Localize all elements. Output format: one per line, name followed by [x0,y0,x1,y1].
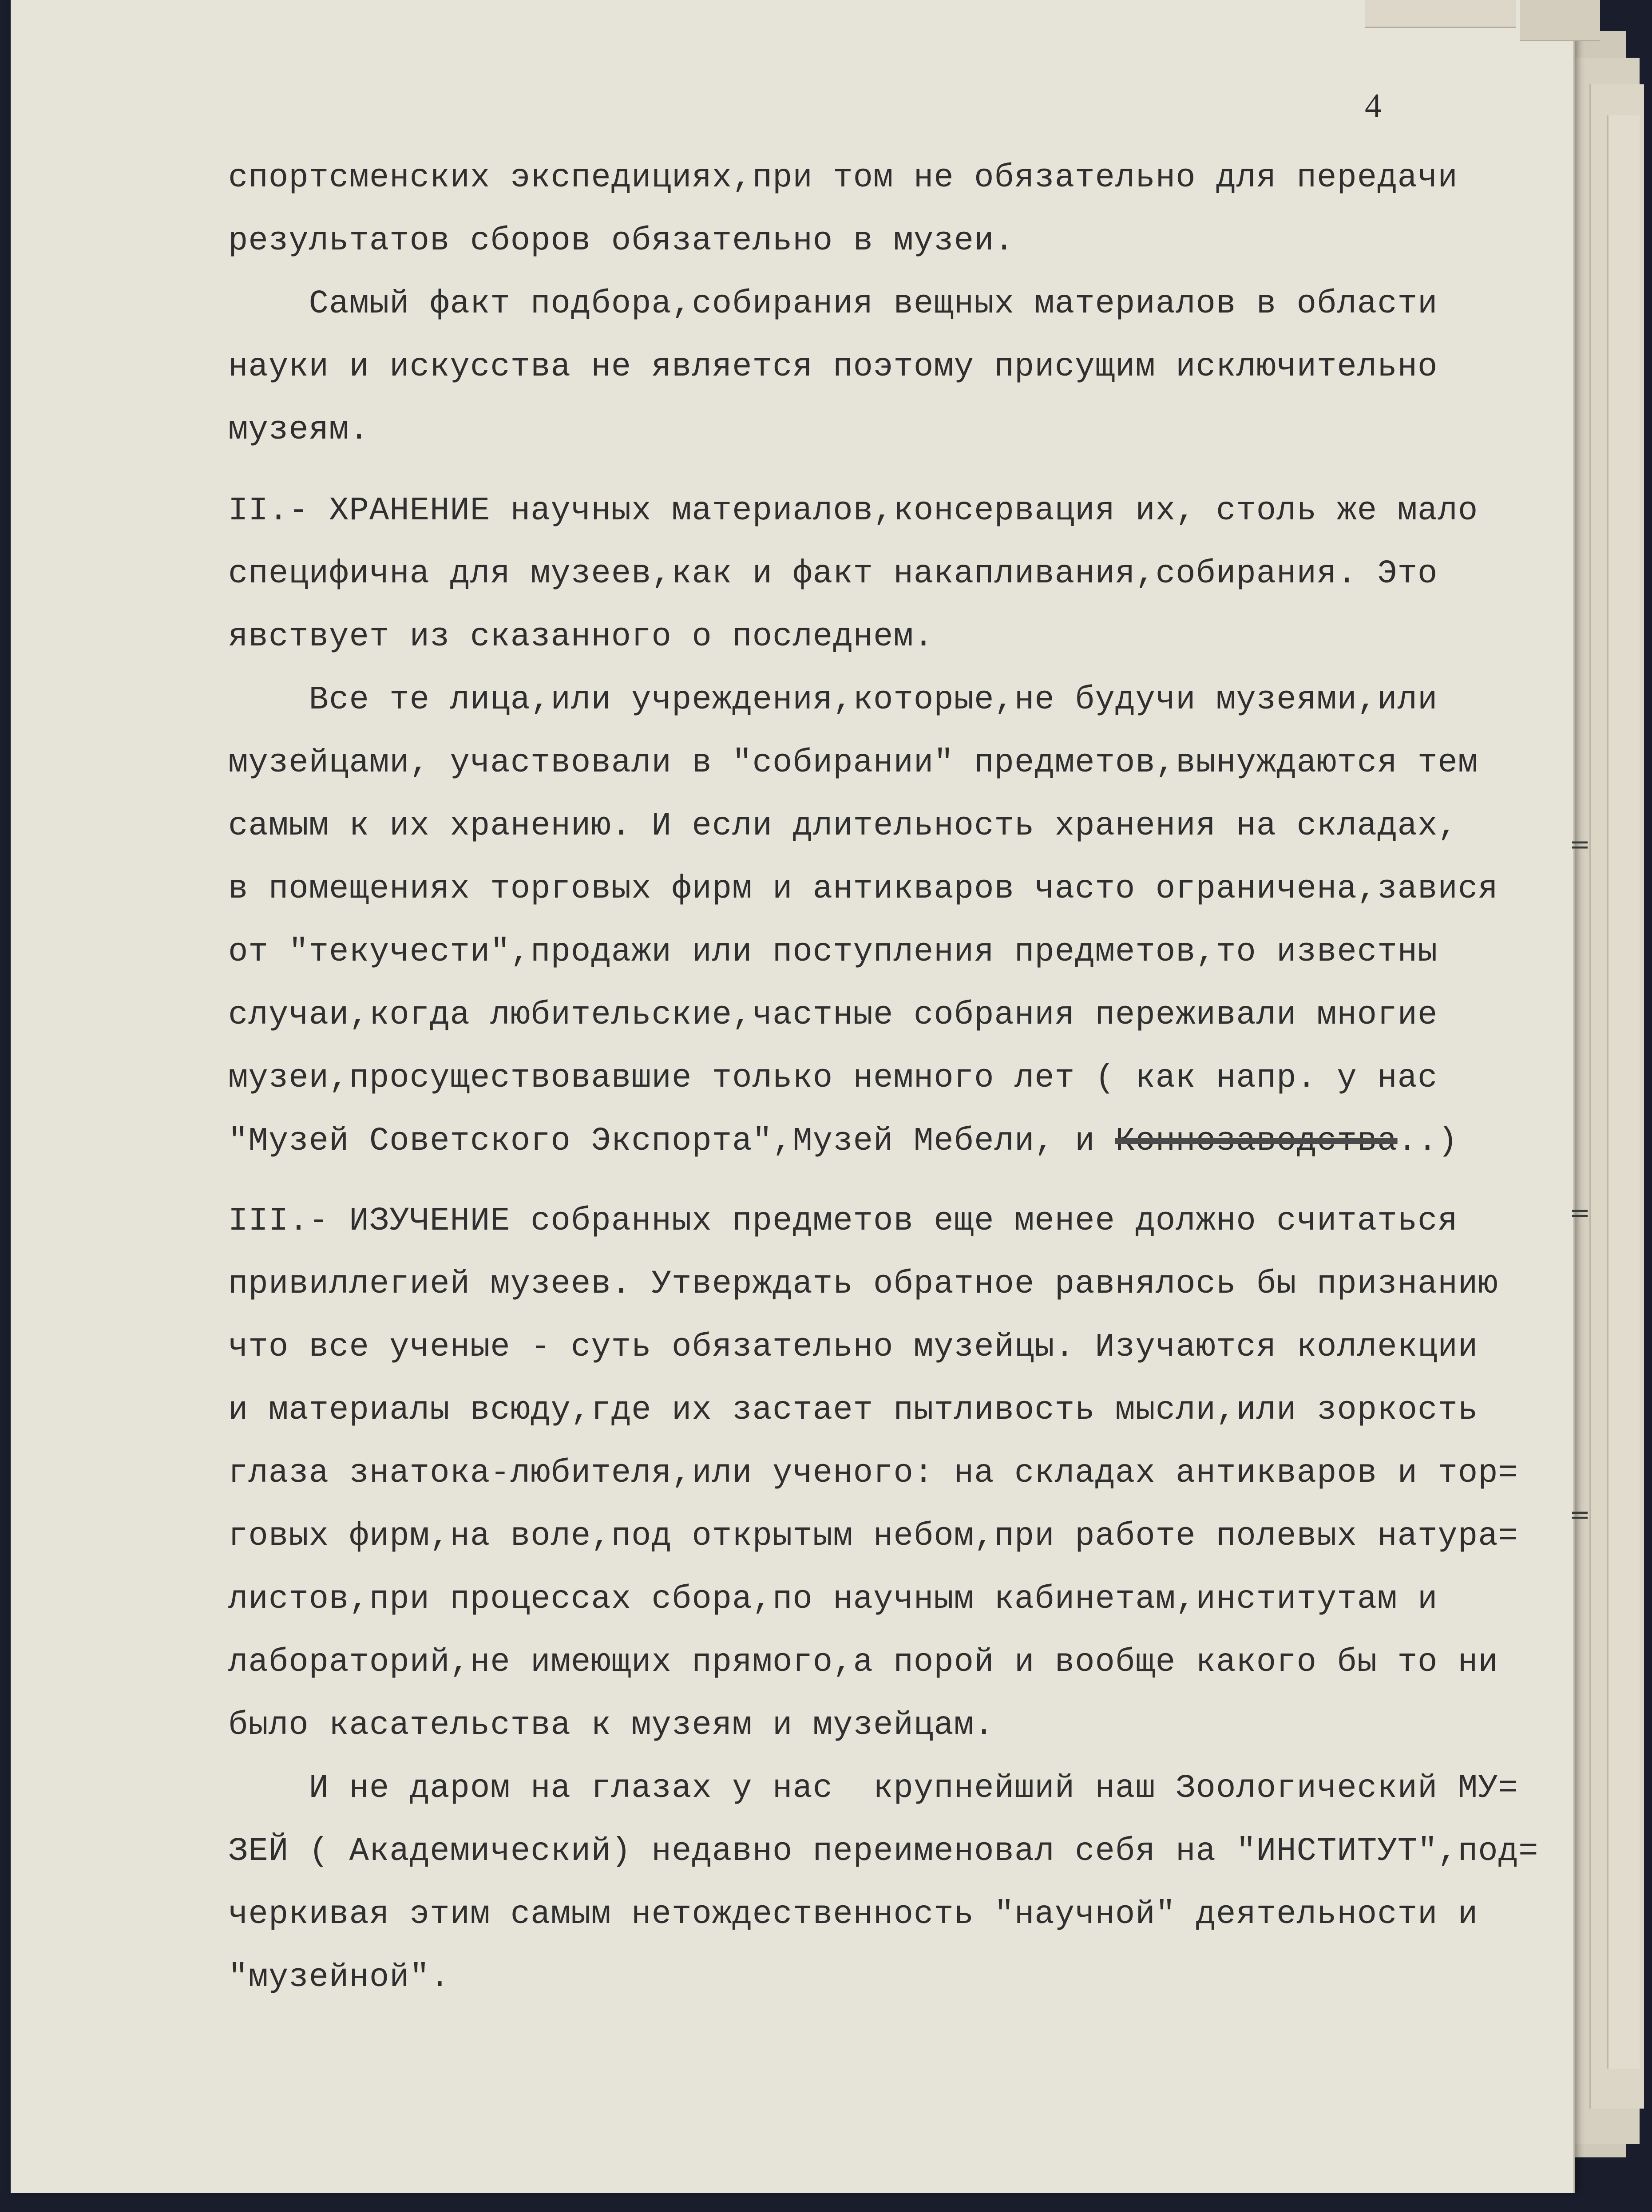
text-line: и материалы всюду,где их застает пытливость мысли,или зоркость [228,1392,1478,1429]
text-line: "Музей Советского Экспорта",Музей Мебели, и [228,1123,1095,1160]
text-line: науки и искусства не является поэтому присущим исключительно [228,348,1438,386]
text-line: явствует из сказанного о последнем. [228,618,934,656]
page-tab [1365,0,1516,28]
text-line-tail: ..) [1397,1123,1458,1160]
text-line: было касательства к музеям и музейцам. [228,1707,994,1744]
text-line: привиллегией музеев. Утверждать обратное равнялось бы признанию [228,1266,1498,1303]
margin-mark: = [1569,1199,1590,1227]
text-line: в помещениях торговых фирм и антикваров часто ограничена,завися [228,871,1498,908]
margin-mark: = [1569,830,1590,859]
page-stack-edge [1607,115,1640,2069]
text-line: II.- ХРАНЕНИЕ научных материалов,консервация их, столь же мало [228,492,1478,530]
text-line: говых фирм,на воле,под открытым небом,при работе полевых натура= [228,1518,1519,1555]
struck-through-word: Коннозаводства [1115,1123,1398,1160]
text-line: ЗЕЙ ( Академический) недавно переименовал себя на "ИНСТИТУТ",под= [228,1833,1539,1870]
text-line: случаи,когда любительские,частные собрания переживали многие [228,997,1438,1034]
text-line: от "текучести",продажи или поступления предметов,то известны [228,934,1438,971]
text-line: "музейной". [228,1959,450,1996]
text-line: глаза знатока-любителя,или ученого: на складах антикваров и тор= [228,1455,1519,1492]
text-line: Все те лица,или учреждения,которые,не будучи музеями,или [228,681,1438,719]
text-line: лабораторий,не имеющих прямого,а порой и вообще какого бы то ни [228,1644,1498,1681]
page-tab [1520,0,1600,41]
text-line: Самый факт подбора,собирания вещных материалов в области [228,285,1438,323]
text-line: самым к их хранению. И если длительность хранения на складах, [228,807,1458,845]
text-line: черкивая этим самым нетождественность "научной" деятельности и [228,1896,1478,1933]
page-number: 4 [1365,87,1382,124]
text-line-with-strikethrough [228,1110,1458,1173]
text-line: И не даром на глазах у нас крупнейший наш Зоологический МУ= [228,1770,1519,1807]
text-line: специфична для музеев,как и факт накапливания,собирания. Это [228,555,1438,593]
margin-mark: = [1569,1500,1590,1529]
text-line: III.- ИЗУЧЕНИЕ собранных предметов еще менее должно считаться [228,1203,1458,1240]
text-line: музеям. [228,412,369,449]
text-line: музеи,просуществовавшие только немного лет ( как напр. у нас [228,1060,1438,1097]
text-line: что все ученые - суть обязательно музейцы. Изучаются коллекции [228,1329,1478,1366]
text-line: спортсменских экспедициях,при том не обязательно для передачи [228,159,1458,197]
text-line: музейцами, участвовали в "собирании" предметов,вынуждаются тем [228,744,1478,782]
text-line: результатов сборов обязательно в музеи. [228,222,1014,260]
document-page [11,0,1575,2193]
text-line: листов,при процессах сбора,по научным кабинетам,институтам и [228,1581,1438,1618]
